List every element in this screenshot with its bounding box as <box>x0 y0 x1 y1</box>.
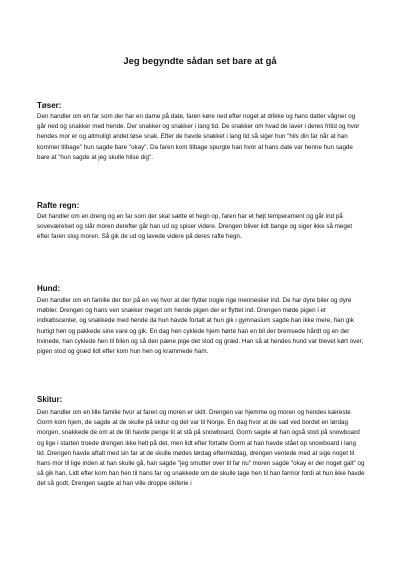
section-heading-toser: Tøser: <box>37 101 62 110</box>
section-body-skitur: Den handler om en lille familie hvor at faren og moren er skilt. Drengen var hjemme og moren og hendes kæreste Gorm kom hjem, de sagde at de skulle på skitur og det var til Norge. En dag hvor at de sad ved bordet en lørdag morgen, snakkede de om at de till havde penge til at stå på snowboard, Gorm sagde at han også stod på snowboard og lige i starten troede drengen ikke helt på det, men lidt efter fortalte Gorm at han havde stået op snowboard i lang tid. Drengen havde aftalt med sin far at de skulle mødes lørdag eftermiddag, drengen ventede med at sige noget til hans mor til lige inden at han skulle gå, han sagde "jeg smutter over til far nu" moren sagde "okay er der noget galt" og så gik han. Lidt efter kom han hen til hans far og snakkede om de skulle tage hen til han farmor fordi at hun ikke havde det så godt. Drengen sagde at han ville droppe skiferie i <box>37 409 365 488</box>
document-title: Jeg begyndte sådan set bare at gå <box>123 55 277 66</box>
section-body-toser: Den handler om en far som der har en dame på date, faren køre ned efter noget at drikke og hans datter vågner og går ned og snakker med hende. Der snakker og snakker i lang tid. De snakker om hvad de laver i deres fritid og hvor hendes mor er og altmuligt andet tøse snak. Efter de havde snakket i lang tid så siger hun "hils din far når at han kommer tilbage" hun sagde bare "okay". Da faren kom tilbage spurgte han hvor at hans date var henne hun sagde bare at "hun sagde at jeg skulle hilse dig". <box>37 113 360 161</box>
section-heading-hund: Hund: <box>37 284 61 293</box>
section-heading-skitur: Skitur: <box>37 395 63 404</box>
section-body-rafte-regn: Det handler om en dreng og en far som der skal sætte et hegn op, faren har et højt temperament og går ind på soveværelset og slår moren derefter går han ud og spiser videre. Drengen bliver lidt bange og siger ikke så meget efter faren slog moren. Så gik de ud og lavede videre på deres rafte hegn. <box>37 213 353 241</box>
section-heading-rafte-regn: Rafte regn: <box>37 201 80 210</box>
section-body-hund: Den handler om en familie der bor på en vej hvor at der flytter nogle rige mennesker ind. De har dyre biler og dyre møbler. Drengen og hans ven snakker meget om hende pigen der er flyttet ind. Drengen møde pigen i et indkøbscenter, og snakkede med hende da hun havde fortalt at hun gik i gymnasium sagde han ikke mere, han gik hurtigt hen og pakkede sine vare og gik. En dag hen cyklede hjem hørte han en bil der bremsede hårdt og en der hvinede, han cyklede hen til bilen og så den pæne pige det stod og græd. Han så at hendes hund var blevet kørt over, pigen stod og græd lidt efter kom hun hen og krammede ham. <box>37 297 364 356</box>
